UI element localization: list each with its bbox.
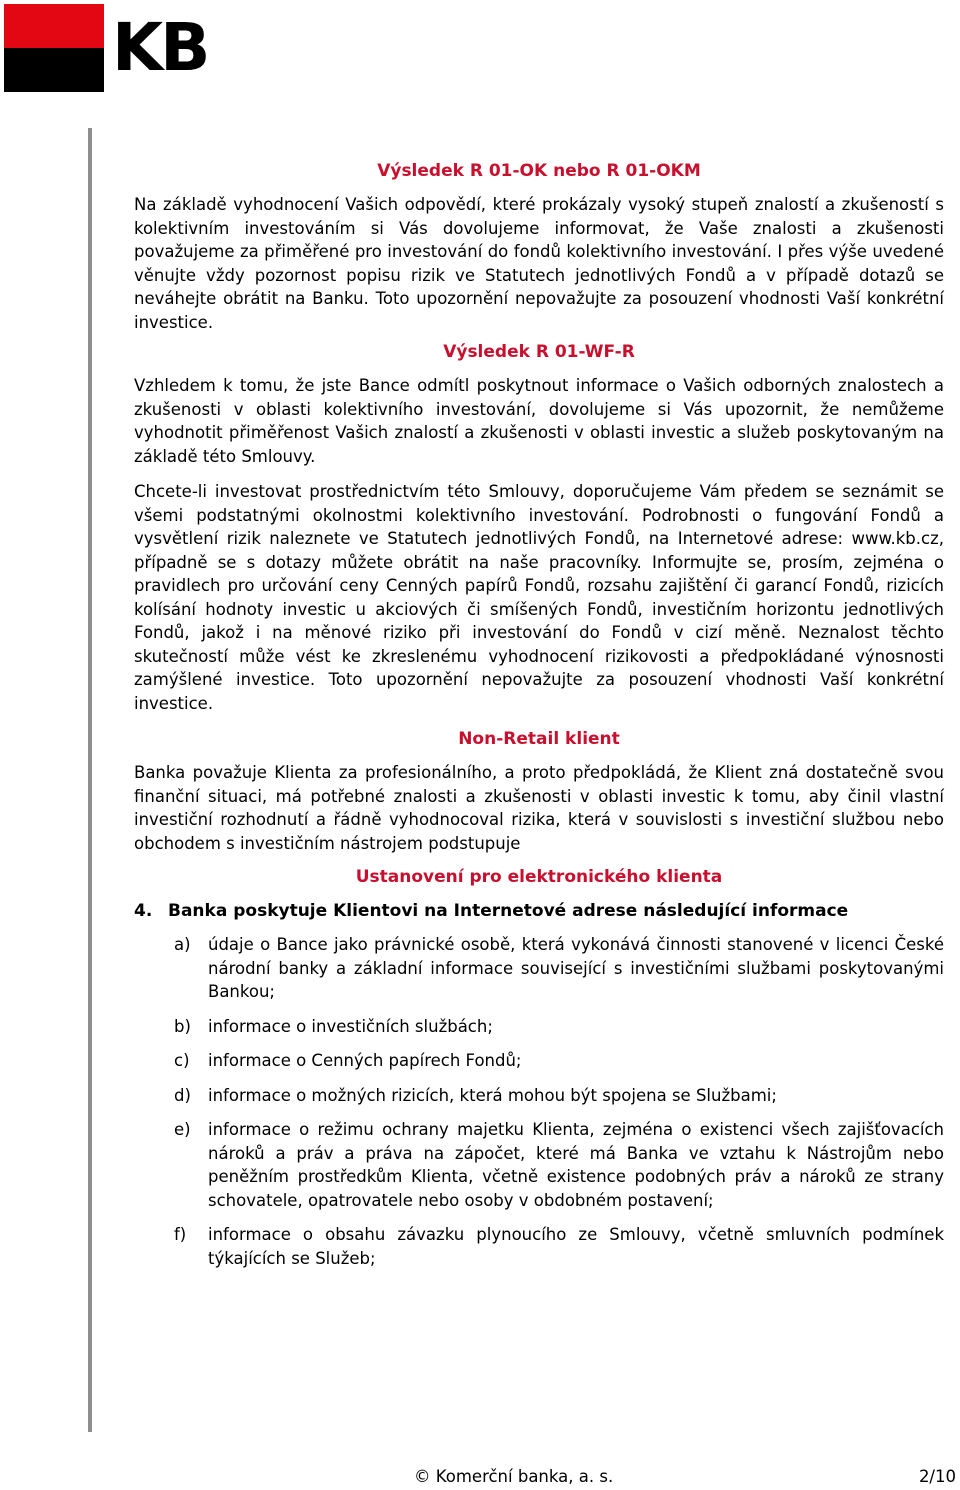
- logo-mark: [4, 4, 104, 92]
- info-list: [134, 933, 944, 1270]
- heading-non-retail: Non-Retail klient: [458, 729, 620, 749]
- list-item: [134, 1223, 944, 1270]
- list-item-text: informace o investičních službách;: [208, 1016, 493, 1036]
- document-body: [134, 159, 944, 1281]
- list-item-label: f): [174, 1225, 187, 1244]
- list-item-text: údaje o Bance jako právnické osobě, která vykonává činnosti stanovené v licenci České národní banky a základní informace související s investičními službami poskytovanými Bankou;: [208, 935, 944, 1001]
- list-item-label: b): [174, 1016, 191, 1036]
- paragraph-non-retail: Banka považuje Klienta za profesionálního, a proto předpokládá, že Klient zná dostatečně svou finanční situaci, má potřebné znalosti a zkušenosti v oblasti investic k tomu, aby činil vlastní investiční rozhodnutí a řádně vyhodnocoval rizika, která v souvislosti s investiční službou nebo obchodem s investičním nástrojem podstupuje: [134, 763, 944, 853]
- list-item-label: a): [174, 935, 191, 954]
- item-4-text: Banka poskytuje Klientovi na Internetové adrese následující informace: [168, 901, 849, 921]
- heading-ok: Výsledek R 01-OK nebo R 01-OKM: [377, 161, 701, 181]
- list-item-text: informace o Cenných papírech Fondů;: [208, 1051, 522, 1070]
- list-item-text: informace o režimu ochrany majetku Klienta, zejména o existenci všech zajišťovacích nároků a práv a práva na zápočet, které má Banka ve vztahu k Nástrojům nebo peněžním prostředkům Klienta, včetně existence podobných práv a nároků ze strany schovatele, opatrovatele nebo osoby v obdobném postavení;: [208, 1120, 944, 1210]
- list-item: [134, 1049, 944, 1073]
- list-item-label: e): [174, 1120, 191, 1139]
- kb-logo: [4, 4, 264, 92]
- list-item: [134, 933, 944, 1004]
- margin-rule: [88, 128, 92, 1432]
- list-item-label: c): [174, 1051, 190, 1070]
- heading-wf: Výsledek R 01-WF-R: [443, 342, 635, 362]
- list-item: [134, 1118, 944, 1212]
- footer-copyright: © Komerční banka, a. s.: [414, 1467, 614, 1486]
- paragraph-ok: Na základě vyhodnocení Vašich odpovědí, které prokázaly vysoký stupeň znalostí a zkušeností s kolektivním investováním si Vás dovolujeme informovat, že Vaše znalosti a zkušenosti považujeme za přiměřené pro investování do fondů kolektivního investování. I přes výše uvedené věnujte vždy pozornost popisu rizik ve Statutech jednotlivých Fondů a v případě dotazů se neváhejte obrátit na Banku. Toto upozornění nepovažujte za posouzení vhodnosti Vaší konkrétní investice.: [134, 195, 944, 332]
- page-number: 2/10: [918, 1467, 956, 1486]
- item-4-number: 4.: [134, 901, 153, 921]
- paragraph-wf-1: Vzhledem k tomu, že jste Bance odmítl poskytnout informace o Vašich odborných znalostech a zkušenosti v oblasti kolektivního investování, dovolujeme si Vás upozornit, že nemůžeme vyhodnotit přiměřenost Vašich znalostí a zkušenosti v oblasti investic a služeb poskytovaným na základě této Smlouvy.: [134, 376, 944, 466]
- list-item: [134, 1015, 944, 1039]
- paragraph-wf-2: Chcete-li investovat prostřednictvím této Smlouvy, doporučujeme Vám předem se seznámit se všemi podstatnými okolnostmi kolektivního investování. Podrobnosti o fungování Fondů a vysvětlení rizik naleznete ve Statutech jednotlivých Fondů, na Internetové adrese: www.kb.cz, případně se s dotazy můžete obrátit na naše pracovníky. Informujte se, prosím, zejména o pravidlech pro určování ceny Cenných papírů Fondů, rozsahu zajištění či garancí Fondů, rizicích kolísání hodnoty investic u akciových či smíšených Fondů, investičním horizontu jednotlivých Fondů, jakož i na měnové riziko při investování do Fondů v cizí měně. Neznalost těchto skutečností může vést ke zkreslenému vyhodnocení rizikovosti a předpokládané výnosnosti zamýšlené investice. Toto upozornění nepovažujte za posouzení vhodnosti Vaší konkrétní investice.: [134, 482, 944, 713]
- list-item-text: informace o obsahu závazku plynoucího ze Smlouvy, včetně smluvních podmínek týkajících se Služeb;: [208, 1225, 944, 1268]
- heading-electronic: Ustanovení pro elektronického klienta: [355, 867, 723, 887]
- item-4-title: [134, 899, 944, 923]
- list-item-label: d): [174, 1085, 191, 1105]
- logo-text: KB: [112, 9, 208, 86]
- list-item: [134, 1084, 944, 1108]
- list-item-text: informace o možných rizicích, která mohou být spojena se Službami;: [208, 1085, 777, 1105]
